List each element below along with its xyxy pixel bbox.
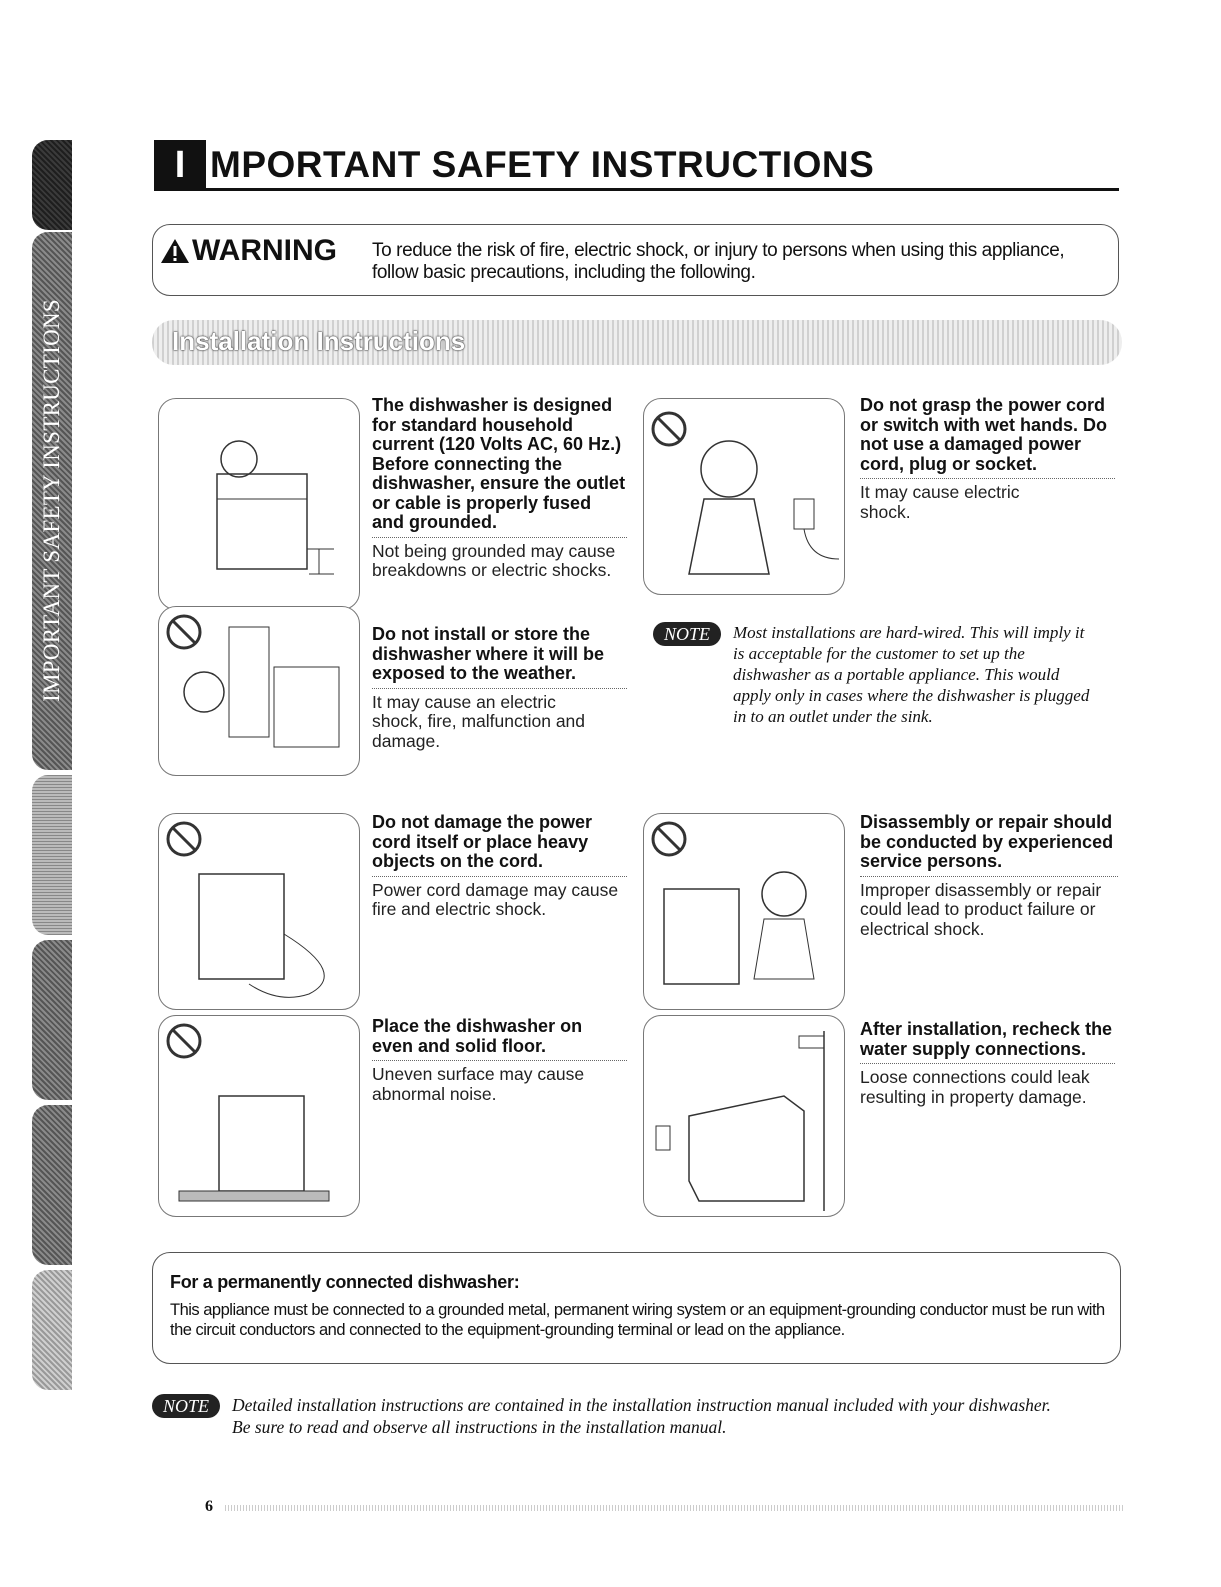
illustration-repair xyxy=(643,813,845,1010)
side-tab-label-wrap xyxy=(32,235,72,765)
permanent-title: For a permanently connected dishwasher: xyxy=(170,1272,520,1292)
item-repair xyxy=(860,813,1118,939)
illustration-grounding xyxy=(158,398,360,610)
note-text: Detailed installation instructions are contained in the installation instruction manual included with your dishwasher. Be sure to read and observe all instructions in the installation manual. xyxy=(232,1395,1051,1437)
note-badge: NOTE xyxy=(152,1394,220,1418)
dishwasher-floor-icon xyxy=(159,1016,359,1216)
item-desc: Loose connections could leak resulting in property damage. xyxy=(860,1067,1090,1107)
side-tab-label: IMPORTANT SAFETY INSTRUCTIONS xyxy=(39,298,64,702)
side-tab-3[interactable] xyxy=(32,940,72,1100)
footer-rule xyxy=(225,1505,1123,1511)
warning-triangle-icon xyxy=(160,238,190,264)
girl-weather-icon xyxy=(159,607,359,775)
permanent-text: This appliance must be connected to a grounded metal, permanent wiring system or an equipment-grounding conductor must be run with the circuit conductors and connected to the equipment-grounding terminal or lead on the appliance. xyxy=(170,1301,1105,1339)
section-title: Installation Instructions xyxy=(172,326,466,356)
side-tab-5[interactable] xyxy=(32,1270,72,1390)
item-grounding xyxy=(372,396,627,581)
side-tab-safety[interactable] xyxy=(32,140,72,230)
item-floor xyxy=(372,1017,627,1104)
note-text: Most installations are hard-wired. This will imply it is acceptable for the customer to set up the dishwasher as a portable appliance. This would apply only in cases where the dishwasher is plugged in to an outlet under the sink. xyxy=(733,623,1090,726)
title-underline xyxy=(154,188,1119,191)
item-desc: It may cause electric shock. xyxy=(860,482,1020,522)
girl-plug-icon xyxy=(644,399,844,594)
girl-repair-icon xyxy=(644,814,844,1009)
item-wet-hands xyxy=(860,396,1115,522)
illustration-power-cord xyxy=(158,813,360,1010)
dishwasher-cord-icon xyxy=(159,814,359,1009)
side-tab-2[interactable] xyxy=(32,775,72,935)
item-title: Place the dishwasher on even and solid floor. xyxy=(372,1017,627,1061)
illustration-weather xyxy=(158,606,360,776)
item-title: Do not install or store the dishwasher where it will be exposed to the weather. xyxy=(372,625,627,689)
item-weather xyxy=(372,625,627,751)
item-desc: Power cord damage may cause fire and electric shock. xyxy=(372,879,619,919)
dishwasher-water-icon xyxy=(644,1016,844,1216)
item-title: Disassembly or repair should be conducted by experienced service persons. xyxy=(860,813,1118,877)
warning-text: To reduce the risk of fire, electric shock, or injury to persons when using this appliance, follow basic precautions, including the following. xyxy=(372,240,1065,283)
title-initial-box: I xyxy=(154,140,206,190)
item-power-cord xyxy=(372,813,627,920)
dishwasher-ground-icon xyxy=(159,399,359,609)
item-desc: Not being grounded may cause breakdowns or electric shocks. xyxy=(372,540,616,580)
item-water-supply xyxy=(860,1020,1115,1107)
page-title: MPORTANT SAFETY INSTRUCTIONS xyxy=(210,144,875,185)
item-title: Do not damage the power cord itself or place heavy objects on the cord. xyxy=(372,813,627,877)
side-tab-4[interactable] xyxy=(32,1105,72,1265)
item-desc: It may cause an electric shock, fire, malfunction and damage. xyxy=(372,691,586,751)
item-desc: Uneven surface may cause abnormal noise. xyxy=(372,1064,585,1104)
illustration-wet-hands xyxy=(643,398,845,595)
item-title: The dishwasher is designed for standard household current (120 Volts AC, 60 Hz.) Before connecting the dishwasher, ensure the outlet or cable is properly fused and grounded. xyxy=(372,396,627,538)
item-title: After installation, recheck the water supply connections. xyxy=(860,1020,1115,1064)
item-desc: Improper disassembly or repair could lead to product failure or electrical shock. xyxy=(860,879,1102,939)
note-badge: NOTE xyxy=(653,622,721,646)
warning-label-wrap xyxy=(160,234,337,268)
page-number: 6 xyxy=(205,1498,213,1515)
illustration-floor xyxy=(158,1015,360,1217)
warning-label: WARNING xyxy=(192,234,337,267)
item-title: Do not grasp the power cord or switch with wet hands. Do not use a damaged power cord, plug or socket. xyxy=(860,396,1115,479)
illustration-water-supply xyxy=(643,1015,845,1217)
